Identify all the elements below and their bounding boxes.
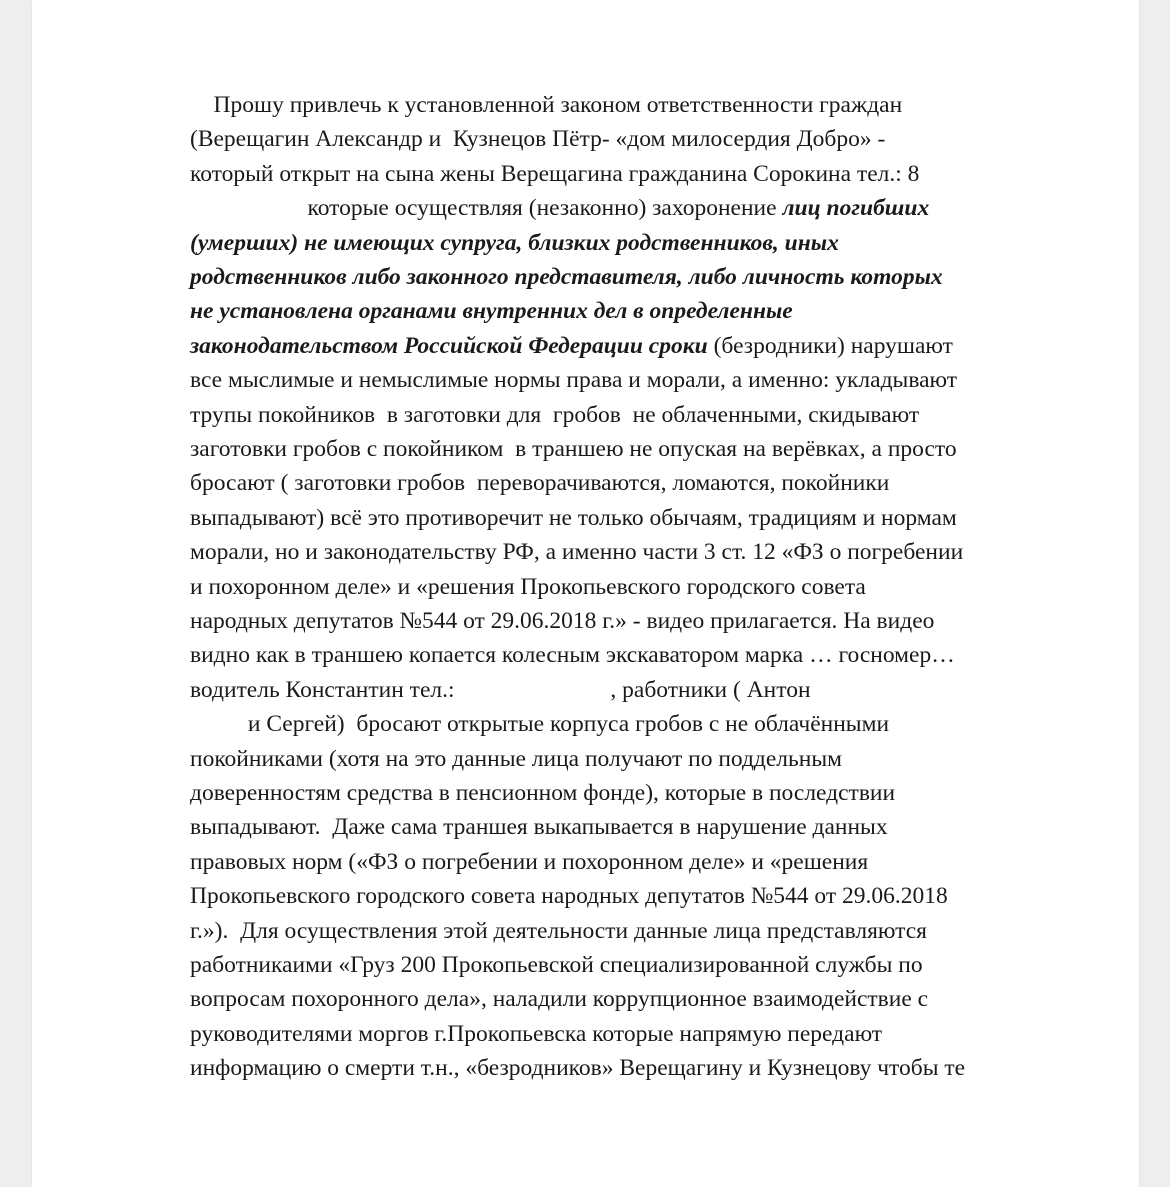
text-run: выпадывают. Даже сама траншея выкапывается в нарушение данных (190, 814, 888, 841)
text-run: (безродники) нарушают (707, 332, 953, 359)
text-line (190, 329, 953, 363)
text-run: покойниками (хотя на это данные лица получают по поддельным (190, 745, 842, 772)
bold-italic-text: (умерших) не имеющих супруга, близких родственников, иных (190, 229, 839, 256)
text-run: информацию о смерти т.н., «безродников» Верещагину и Кузнецову чтобы те (190, 1055, 966, 1082)
text-line (190, 879, 948, 913)
text-run: вопросам похоронного дела», наладили коррупционное взаимодействие с (190, 986, 929, 1013)
text-line (190, 501, 957, 535)
text-run: все мыслимые и немыслимые нормы права и морали, а именно: укладывают (190, 367, 958, 394)
text-run: который открыт на сына жены Верещагина гражданина Сорокина тел.: 8 (190, 160, 920, 187)
text-line (190, 260, 943, 294)
text-run: г.»). Для осуществления этой деятельности данные лица представляются (190, 917, 927, 944)
text-line (190, 604, 934, 638)
text-line (190, 226, 839, 260)
text-line (190, 398, 919, 432)
text-line (190, 88, 902, 122)
text-line (190, 776, 895, 810)
text-line (190, 707, 889, 741)
text-run: доверенностям средства в пенсионном фонде), которые в последствии (190, 780, 896, 806)
text-run: выпадывают) всё это противоречит не только обычаям, традициям и нормам (190, 504, 957, 531)
text-line (190, 810, 888, 844)
text-line (190, 845, 868, 879)
bold-italic-text: законодательством Российской Федерации сроки (190, 332, 708, 359)
text-run: правовых норм («ФЗ о погребении и похоронном деле» и «решения (190, 848, 869, 875)
text-run: (Верещагин Александр и Кузнецов Пётр- «дом милосердия Добро» - (190, 126, 886, 153)
text-run: Прокопьевского городского совета народных депутатов №544 от 29.06.2018 (190, 883, 948, 910)
text-run: морали, но и законодательству РФ, а именно части 3 ст. 12 «ФЗ о погребении (190, 539, 964, 566)
text-run: видно как в траншею копается колесным экскаватором марка … госномер… (190, 642, 955, 669)
text-line (190, 914, 927, 948)
bold-italic-text: родственников либо законного представителя, либо личность которых (190, 264, 943, 290)
text-line (190, 673, 816, 707)
redacted-area (190, 711, 242, 741)
text-line (190, 1051, 965, 1085)
text-line (190, 157, 919, 191)
text-line (190, 570, 866, 604)
text-line (190, 982, 928, 1016)
text-line (190, 742, 842, 776)
text-line (190, 122, 885, 156)
text-line (190, 1017, 882, 1051)
text-line (190, 363, 957, 397)
text-line (190, 432, 957, 466)
text-run: народных депутатов №544 от 29.06.2018 г.» - видео прилагается. На видео (190, 608, 935, 634)
text-line (190, 294, 793, 328)
bold-italic-text: лиц погибших (782, 195, 930, 222)
text-line (190, 535, 963, 569)
document-page (32, 0, 1139, 1187)
text-run: которые осуществляя (незаконно) захоронение (190, 195, 783, 222)
text-run: , работники ( Антон (610, 676, 817, 703)
text-run: руководителями моргов г.Прокопьевска которые напрямую передают (190, 1020, 883, 1047)
text-run: и похоронном деле» и «решения Прокопьевского городского совета (190, 573, 866, 600)
text-line (190, 638, 955, 672)
text-run: заготовки гробов с покойником в траншею не опуская на верёвках, а просто (190, 436, 957, 462)
text-line (190, 948, 923, 982)
text-run: работникаими «Груз 200 Прокопьевской специализированной службы по (190, 952, 923, 978)
text-run: бросают ( заготовки гробов переворачиваются, ломаются, покойники (190, 470, 890, 497)
text-line (190, 191, 929, 225)
text-line (190, 466, 889, 500)
text-run: водитель Константин тел.: (190, 676, 461, 703)
text-run: Прошу привлечь к установленной законом ответственности граждан (190, 92, 903, 118)
text-run: трупы покойников в заготовки для гробов не облаченными, скидывают (190, 401, 920, 428)
text-run: и Сергей) бросают открытые корпуса гробов с не облачёнными (242, 711, 890, 738)
redacted-area (460, 676, 610, 706)
bold-italic-text: не установлена органами внутренних дел в определенные (190, 298, 793, 325)
